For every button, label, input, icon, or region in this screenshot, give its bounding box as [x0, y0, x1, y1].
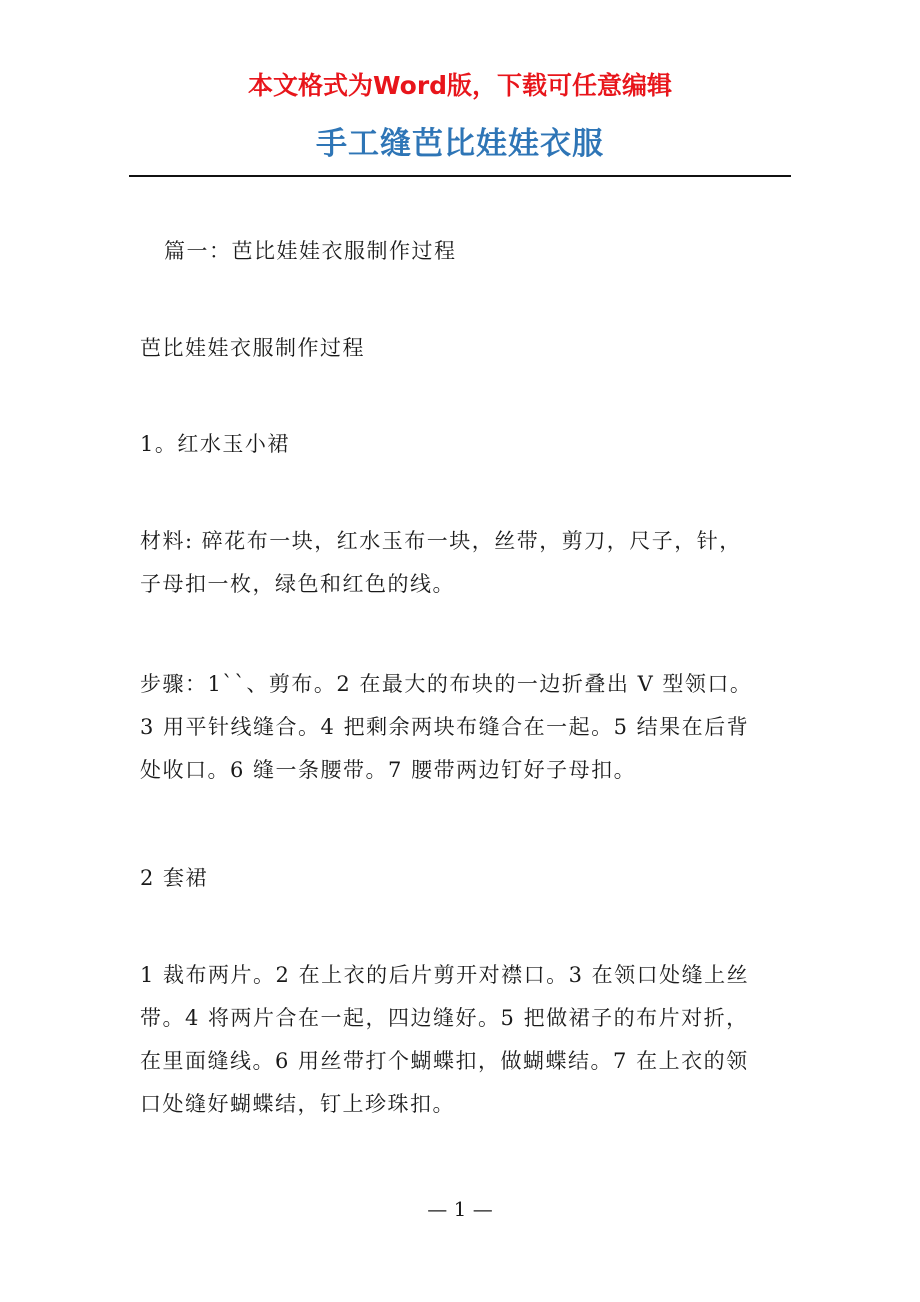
section-heading: 篇一：芭比娃娃衣服制作过程	[164, 239, 457, 263]
item2-heading: 2 套裙	[140, 866, 209, 890]
steps2-line: 在里面缝线。6 用丝带打个蝴蝶扣，做蝴蝶结。7 在上衣的领	[140, 1049, 749, 1073]
steps1-line: 3 用平针线缝合。4 把剩余两块布缝合在一起。5 结果在后背	[140, 715, 750, 739]
subtitle: 芭比娃娃衣服制作过程	[140, 336, 365, 360]
steps2-line: 口处缝好蝴蝶结，钉上珍珠扣。	[140, 1092, 455, 1116]
steps1-paragraph	[140, 663, 800, 792]
item1-heading: 1。红水玉小裙	[140, 432, 290, 456]
document-title: 手工缝芭比娃娃衣服	[316, 126, 604, 162]
steps2-line: 1 裁布两片。2 在上衣的后片剪开对襟口。3 在领口处缝上丝	[140, 963, 750, 987]
page-number: — 1 —	[427, 1197, 493, 1221]
materials-line: 子母扣一枚，绿色和红色的线。	[140, 572, 455, 596]
title-divider	[129, 175, 791, 177]
materials-line: 材料: 碎花布一块，红水玉布一块，丝带，剪刀，尺子，针，	[140, 529, 742, 553]
steps2-paragraph	[140, 954, 800, 1126]
steps2-line: 带。4 将两片合在一起，四边缝好。5 把做裙子的布片对折，	[140, 1006, 749, 1030]
download-banner: 本文格式为Word版，下载可任意编辑	[247, 71, 673, 100]
steps1-line: 处收口。6 缝一条腰带。7 腰带两边钉好子母扣。	[140, 758, 637, 782]
steps1-line: 步骤：1``、剪布。2 在最大的布块的一边折叠出 V 型领口。	[140, 672, 753, 696]
materials-paragraph	[140, 520, 800, 606]
